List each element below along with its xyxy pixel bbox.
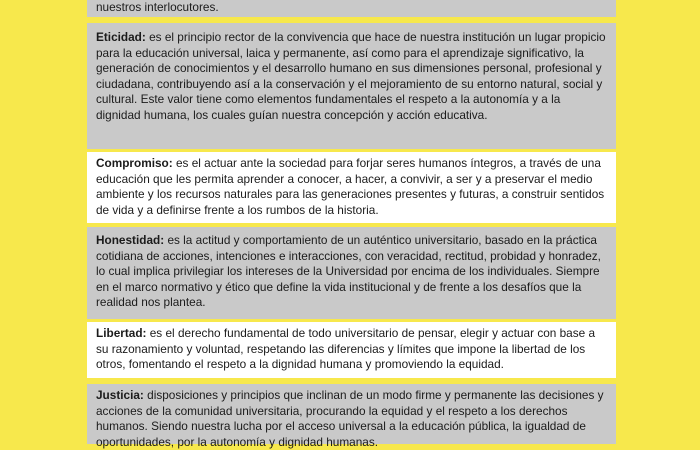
values-document [87,0,616,449]
value-term: Honestidad: [96,233,165,247]
value-block-intro-tail [87,0,616,17]
value-description: es el actuar ante la sociedad para forjar seres humanos íntegros, a través de una educación que les permita aprender a conocer, a hacer, a convivir, a ser y a preservar el medio ambiente y los recursos naturales para las generaciones presentes y futuras, a construir sentidos de vida y a definirse frente a los rumbos de la historia. [96,156,605,217]
value-block-honestidad [87,227,616,319]
value-description: es la actitud y comportamiento de un auténtico universitario, basado en la práctica cotidiana de acciones, intenciones e interacciones, con veracidad, rectitud, probidad y honradez, lo cual implica privilegiar los intereses de la Universidad por encima de los individuales. Siempre en el marco normativo y ético que define la vida institucional y de frente a los desafíos que la realidad nos plantea. [96,233,601,310]
value-block-eticidad [87,23,616,149]
value-term: Justicia: [96,388,144,402]
value-term: Compromiso: [96,156,173,170]
value-block-justicia [87,384,616,449]
value-block-libertad [87,322,616,378]
value-term: Libertad: [96,326,147,340]
value-block-compromiso [87,152,616,223]
value-term: Eticidad: [96,30,146,44]
value-description: es el principio rector de la convivencia que hace de nuestra institución un lugar propicio para la educación universal, laica y permanente, así como para el aprendizaje significativo, la generación de conocimientos y el desarrollo humano en sus dimensiones personal, profesional y ciudadana, contribuyendo así a la conservación y el mejoramiento de su entorno natural, social y cultural. Este valor tiene como elementos fundamentales el respeto a la autonomía y a la dignidad humana, los cuales guían nuestra concepción y acción educativa. [96,30,606,122]
value-description: disposiciones y principios que inclinan de un modo firme y permanente las decisiones y acciones de la comunidad universitaria, procurando la equidad y el respeto a los derechos humanos. Siendo nuestra lucha por el acceso universal a la educación pública, la igualdad de oportunidades, por la autonomía y dignidad humanas. [96,388,604,449]
value-description: nuestros interlocutores. [96,0,219,14]
value-description: es el derecho fundamental de todo universitario de pensar, elegir y actuar con base a su razonamiento y voluntad, respetando las diferencias y límites que impone la libertad de los otros, fomentando el respeto a la dignidad humana y promoviendo la equidad. [96,326,596,372]
